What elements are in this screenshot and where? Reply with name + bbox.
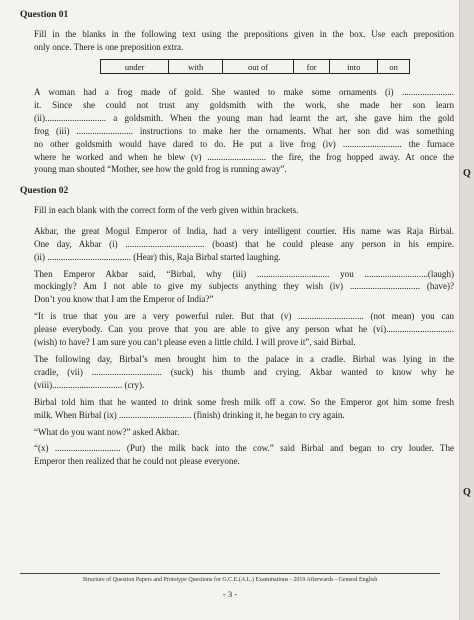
passage-line: “It is true that you are a very powerful ruler. But that (v) ............................. (not mean) you can (34, 311, 454, 322)
passage-line: (viii)............................... (cry). (34, 379, 145, 390)
preposition-box (100, 59, 410, 74)
question-02 (20, 186, 454, 468)
passage-line: The following day, Birbal’s men brought him to the palace in a cradle. Birbal was lying in the (34, 354, 454, 364)
passage-line: please everybody. Can you prove that you are able to give any person what he (vi).............................. (34, 324, 454, 335)
passage-line: where he worked and when he blew (v) .......................... the fire, the frog hopped away. At once the (34, 151, 454, 162)
page-number: - 3 - (222, 589, 238, 599)
question-01-passage (34, 86, 454, 176)
passage-line: (ii) ..................................... (Hear) this, Raja Birbal started laughing. (34, 251, 281, 262)
passage-line: Then Emperor Akbar said, “Birbal, why (iii) ................................ you ............................(laugh) (34, 268, 454, 279)
footer-rule (20, 573, 440, 574)
passage-line: no other goldsmith would have dared to do. He put a live frog (iv) .......................... the furnace (34, 138, 454, 149)
instruction-line: Fill in the blanks in the following text using the prepositions given in the box. Use each preposition (34, 29, 454, 39)
passage-line: One day, Akbar (i) ................................... (boast) that he could please any person in his empire. (34, 238, 454, 249)
footer-text: Structure of Question Papers and Prototype Questions for G.C.E.(A.L.) Examinations - 2019 Afterwards - General English (82, 577, 378, 583)
preposition-cell: out of (223, 60, 294, 74)
question-02-passage (34, 225, 454, 468)
passage-line: cradle, (vii) ............................... (suck) his thumb and crying. Akbar wanted to know why he (34, 366, 454, 377)
passage-line: frog (iii) ......................... instructions to make her the ornaments. What her son did was something (34, 125, 454, 136)
preposition-cell: into (330, 60, 378, 74)
instruction-line: only once. There is one preposition extra. (34, 41, 184, 52)
preposition-cell: on (378, 60, 410, 74)
adjacent-page-mark: Q (463, 487, 471, 498)
question-02-instruction: Fill in each blank with the correct form of the verb given within brackets. (34, 205, 299, 216)
passage-line: mockingly? Am I not able to give my subjects anything they wish (iv) ............................... (have)? (34, 281, 454, 292)
question-01-instructions (34, 28, 454, 53)
passage-line: Emperor then realized that he could not please everyone. (34, 456, 240, 467)
adjacent-page-mark: Q (463, 168, 471, 179)
passage-line: Akbar, the great Mogul Emperor of India, had a very intelligent courtier. His name was Raja Birbal. (34, 225, 454, 236)
preposition-cell: for (293, 60, 330, 74)
passage-line: Don’t you know that I am the Emperor of India?” (34, 294, 214, 305)
question-02-title: Question 02 (20, 186, 69, 197)
passage-line: A woman had a frog made of gold. She wanted to make some ornaments (i) ....................... (34, 87, 454, 97)
passage-line: milk. When Birbal (ix) ................................ (finish) drinking it, he began to cry again. (34, 409, 345, 420)
preposition-cell: under (101, 60, 169, 74)
passage-line: it. Since she could not trust any goldsmith with the work, she made her son learn (34, 99, 454, 110)
adjacent-page-edge (459, 0, 474, 620)
passage-line: Birbal told him that he wanted to drink some fresh milk off a cow. So the Emperor got him some fresh (34, 396, 454, 407)
passage-line: “(x) ............................. (Put) the milk back into the cow.” said Birbal and began to cry louder. The (34, 443, 454, 454)
passage-line: young man shouted “Mother, see how the gold frog is running away”. (34, 164, 287, 175)
preposition-cell: with (169, 60, 223, 74)
passage-line: (wish) to have? I am sure you can’t please even a little child. I will prove it”, said Birbal. (34, 337, 356, 348)
passage-line: “What do you want now?” asked Akbar. (34, 426, 180, 437)
page-content (20, 10, 454, 468)
passage-line: (ii)........................... a goldsmith. When the young man had learnt the art, she gave him the gold (34, 112, 454, 123)
question-01 (20, 10, 454, 176)
question-01-title: Question 01 (20, 10, 69, 20)
